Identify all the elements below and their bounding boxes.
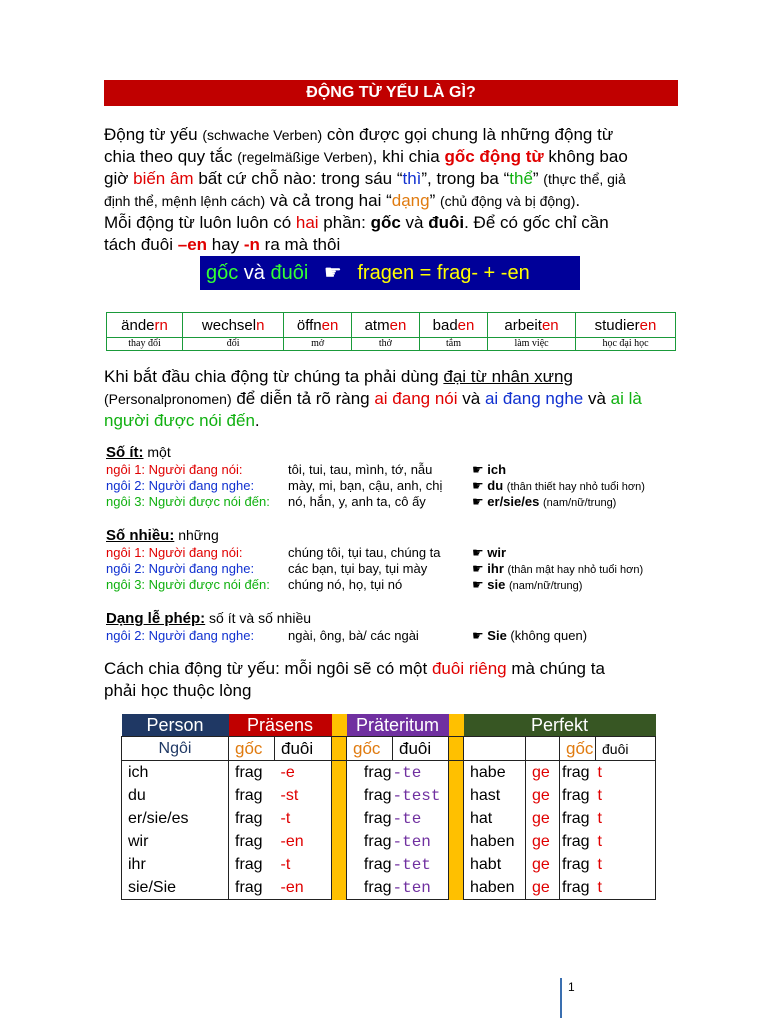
vietnamese-pronouns: mày, mi, bạn, cậu, anh, chị: [288, 478, 443, 493]
text: phần:: [318, 213, 371, 232]
text: Mỗi động từ luôn luôn có: [104, 213, 296, 232]
conjugation-row: [122, 876, 656, 900]
verb-stem: bad: [432, 316, 458, 334]
empty-cell: [464, 737, 526, 761]
separator: [332, 807, 347, 830]
stem: frag: [347, 807, 393, 830]
singular-section: [106, 444, 645, 510]
vietnamese-pronouns: ngài, ông, bà/ các ngài: [288, 628, 419, 643]
german-pronoun: wir: [487, 545, 507, 560]
stem: frag: [347, 830, 393, 853]
stem: frag: [347, 784, 393, 807]
pronoun-intro: [104, 366, 684, 432]
vietnamese-pronouns: các bạn, tụi bay, tụi mày: [288, 561, 428, 576]
vietnamese-pronouns: tôi, tui, tau, mình, tớ, nẫu: [288, 462, 433, 477]
text: ”: [429, 191, 440, 210]
verb-cell: [488, 313, 576, 338]
conjugation-row: [122, 784, 656, 807]
present-ending: -t: [275, 853, 332, 876]
separator: [332, 784, 347, 807]
verb-meaning: thở: [351, 338, 419, 351]
text: tách đuôi: [104, 235, 178, 254]
conjugation-row: [122, 853, 656, 876]
verb-examples-table: [106, 312, 676, 351]
pronoun-row: [106, 494, 617, 510]
verb-stem: ände: [121, 316, 155, 334]
text: Cách chia động từ yếu: mỗi ngôi sẽ có một: [104, 659, 432, 678]
verb-cell: [351, 313, 419, 338]
participle-prefix: ge: [526, 876, 560, 900]
separator: [449, 784, 464, 807]
text: đuôi riêng: [431, 659, 507, 678]
text: Số ít:: [106, 444, 144, 461]
german-pronoun: Sie: [487, 628, 507, 643]
participle-stem: frag: [560, 761, 596, 785]
person: sie/Sie: [122, 876, 229, 900]
text: , khi chia: [372, 147, 445, 166]
pronoun-row: [106, 545, 507, 561]
participle-prefix: ge: [526, 761, 560, 785]
text: ai là: [610, 389, 642, 408]
header-person: Person: [122, 714, 229, 737]
pronoun-note: (thân thiết hay nhỏ tuổi hơn): [506, 481, 645, 493]
text: (regelmäßige Verben): [237, 149, 373, 165]
separator: [332, 876, 347, 900]
text: giờ: [104, 169, 134, 188]
text: một: [143, 444, 171, 460]
participle-prefix: ge: [526, 853, 560, 876]
person: du: [122, 784, 229, 807]
text: người được nói đến: [104, 411, 255, 430]
participle-ending: t: [596, 784, 656, 807]
text: còn được gọi chung là những động từ: [322, 125, 614, 144]
verb-ending: en: [541, 316, 559, 334]
text: định thể, mệnh lệnh cách): [104, 193, 266, 209]
stem: frag: [229, 784, 275, 807]
present-ending: -e: [275, 761, 332, 785]
preterite-ending: -ten: [393, 876, 449, 900]
vietnamese-pronouns: nó, hắn, y, anh ta, cô ấy: [288, 494, 426, 509]
separator: [332, 830, 347, 853]
present-ending: -en: [275, 830, 332, 853]
verb-stem: wechsel: [201, 316, 257, 334]
participle-stem: frag: [560, 784, 596, 807]
person: er/sie/es: [122, 807, 229, 830]
text: để diễn tả rõ ràng: [231, 389, 375, 408]
conjugation-table: [121, 714, 656, 900]
header-perfekt: Perfekt: [464, 714, 656, 737]
stem: frag: [229, 876, 275, 900]
preterite-ending: -te: [393, 761, 449, 785]
participle-ending: t: [596, 853, 656, 876]
participle-ending: t: [596, 830, 656, 853]
text: -n: [243, 235, 260, 254]
text: biến âm: [133, 169, 194, 188]
text: hai: [295, 213, 319, 232]
present-ending: -en: [275, 876, 332, 900]
pointing-hand-icon: ☛: [472, 561, 488, 576]
separator: [332, 853, 347, 876]
verb-ending: n: [256, 316, 265, 334]
person-label: ngôi 2: Người đang nghe:: [106, 628, 255, 643]
text: thể: [509, 169, 533, 188]
text: và: [457, 389, 485, 408]
text: gốc: [370, 213, 401, 232]
text: ”, trong ba “: [421, 169, 510, 188]
present-ending: -st: [275, 784, 332, 807]
separator: [449, 876, 464, 900]
separator: [449, 807, 464, 830]
pointing-hand-icon: ☛: [472, 545, 488, 560]
auxiliary: hast: [464, 784, 526, 807]
person-label: ngôi 3: Người được nói đến:: [106, 494, 270, 509]
person-label: ngôi 2: Người đang nghe:: [106, 478, 255, 493]
pronoun-row: [106, 561, 644, 577]
participle-prefix: ge: [526, 830, 560, 853]
vietnamese-pronouns: chúng tôi, tụi tau, chúng ta: [288, 545, 441, 560]
auxiliary: hat: [464, 807, 526, 830]
person-label: ngôi 1: Người đang nói:: [106, 462, 243, 477]
german-pronoun: du: [487, 478, 504, 493]
text: những: [174, 527, 219, 543]
text: ai đang nói: [374, 389, 458, 408]
sub-ngoi: Ngôi: [122, 737, 229, 761]
text: dạng: [391, 191, 430, 210]
conjugation-intro: [104, 658, 684, 702]
text: không bao: [543, 147, 628, 166]
person: ihr: [122, 853, 229, 876]
text: đại từ nhân xưng: [443, 367, 573, 386]
person: ich: [122, 761, 229, 785]
pointing-hand-icon: ☛: [323, 262, 342, 284]
empty-cell: [526, 737, 560, 761]
text: .: [254, 411, 260, 430]
pronoun-row: [106, 462, 507, 478]
text: ra mà thôi: [259, 235, 341, 254]
participle-ending: t: [596, 807, 656, 830]
pronoun-note: (nam/nữ/trung): [508, 580, 583, 592]
text: Động từ yếu: [104, 125, 203, 144]
participle-stem: frag: [560, 807, 596, 830]
participle-stem: frag: [560, 853, 596, 876]
text: và: [238, 262, 271, 284]
text: thì: [402, 169, 422, 188]
text: (schwache Verben): [202, 127, 323, 143]
pronoun-row: [106, 628, 588, 644]
pointing-hand-icon: ☛: [472, 494, 488, 509]
sub-duoi: đuôi: [596, 737, 656, 761]
text: Dạng lễ phép:: [106, 610, 206, 627]
verb-ending: en: [321, 316, 339, 334]
verb-cell: [419, 313, 487, 338]
verb-stem: öffn: [296, 316, 322, 334]
conjugation-row: [122, 761, 656, 785]
sub-duoi: đuôi: [393, 737, 449, 761]
text: . Để có gốc chỉ cần: [464, 213, 609, 232]
participle-ending: t: [596, 761, 656, 785]
verb-cell: [284, 313, 352, 338]
stem: frag: [229, 853, 275, 876]
pronoun-note: (không quen): [510, 628, 588, 643]
separator: [332, 737, 347, 761]
vietnamese-pronouns: chúng nó, họ, tụi nó: [288, 577, 403, 592]
text: phải học thuộc lòng: [104, 681, 252, 700]
text: ”: [532, 169, 544, 188]
text: Số nhiều:: [106, 527, 175, 544]
participle-stem: frag: [560, 830, 596, 853]
footer-divider: [560, 978, 562, 1018]
verb-cell: [576, 313, 676, 338]
sub-goc: gốc: [560, 737, 596, 761]
pointing-hand-icon: ☛: [472, 628, 488, 643]
verb-ending: rn: [154, 316, 168, 334]
text: (Personalpronomen): [104, 391, 232, 407]
text: gốc động từ: [444, 147, 544, 166]
stem: frag: [229, 761, 275, 785]
verb-meaning: đổi: [183, 338, 284, 351]
text: .: [575, 191, 581, 210]
verb-meaning: làm việc: [488, 338, 576, 351]
formula-banner: [200, 256, 580, 290]
verb-stem: studier: [594, 316, 640, 334]
page-title: ĐỘNG TỪ YẾU LÀ GÌ?: [104, 80, 678, 106]
text: đuôi: [270, 262, 309, 284]
text: chia theo quy tắc: [104, 147, 238, 166]
verb-cell: [183, 313, 284, 338]
conjugation-row: [122, 807, 656, 830]
verb-stem: arbeit: [504, 316, 542, 334]
pointing-hand-icon: ☛: [472, 577, 488, 592]
stem: frag: [347, 761, 393, 785]
german-pronoun: ich: [487, 462, 507, 477]
page-number: 1: [568, 980, 575, 994]
pointing-hand-icon: ☛: [472, 478, 488, 493]
german-pronoun: ihr: [487, 561, 504, 576]
sub-goc: gốc: [229, 737, 275, 761]
german-pronoun: er/sie/es: [487, 494, 540, 509]
text: và: [583, 389, 611, 408]
text: (chủ động và bị động): [439, 193, 576, 209]
german-pronoun: sie: [487, 577, 506, 592]
pronoun-note: (nam/nữ/trung): [542, 497, 617, 509]
sub-duoi: đuôi: [275, 737, 332, 761]
header-praesens: Präsens: [229, 714, 332, 737]
stem: frag: [229, 807, 275, 830]
auxiliary: haben: [464, 876, 526, 900]
text: (thực thể, giả: [543, 171, 626, 187]
text: và: [400, 213, 429, 232]
text: ai đang nghe: [484, 389, 584, 408]
auxiliary: habe: [464, 761, 526, 785]
text: và cả trong hai “: [265, 191, 392, 210]
text: đuôi: [428, 213, 465, 232]
text: –en: [177, 235, 208, 254]
header-praeteritum: Präteritum: [347, 714, 449, 737]
verb-ending: en: [457, 316, 475, 334]
preterite-ending: -tet: [393, 853, 449, 876]
auxiliary: habt: [464, 853, 526, 876]
preterite-ending: -te: [393, 807, 449, 830]
present-ending: -t: [275, 807, 332, 830]
verb-meaning: mở: [284, 338, 352, 351]
separator: [449, 737, 464, 761]
participle-ending: t: [596, 876, 656, 900]
pronoun-row: [106, 478, 645, 494]
participle-prefix: ge: [526, 784, 560, 807]
conjugation-row: [122, 830, 656, 853]
verb-meaning: thay đổi: [107, 338, 183, 351]
plural-section: [106, 527, 644, 593]
separator: [332, 761, 347, 785]
text: Khi bắt đầu chia động từ chúng ta phải dùng: [104, 367, 444, 386]
text: bất cứ chỗ nào: trong sáu “: [193, 169, 403, 188]
stem: frag: [347, 853, 393, 876]
person-label: ngôi 2: Người đang nghe:: [106, 561, 255, 576]
pointing-hand-icon: ☛: [472, 462, 488, 477]
stem: frag: [229, 830, 275, 853]
person-label: ngôi 1: Người đang nói:: [106, 545, 243, 560]
participle-prefix: ge: [526, 807, 560, 830]
auxiliary: haben: [464, 830, 526, 853]
verb-ending: en: [389, 316, 407, 334]
person: wir: [122, 830, 229, 853]
text: mà chúng ta: [506, 659, 605, 678]
text: hay: [207, 235, 244, 254]
sub-goc: gốc: [347, 737, 393, 761]
participle-stem: frag: [560, 876, 596, 900]
text: fragen = frag- + -en: [357, 262, 530, 284]
intro-paragraph: [104, 124, 684, 256]
text: số ít và số nhiều: [205, 610, 312, 626]
verb-stem: atm: [364, 316, 390, 334]
separator: [449, 853, 464, 876]
stem: frag: [347, 876, 393, 900]
preterite-ending: -test: [393, 784, 449, 807]
separator: [449, 830, 464, 853]
verb-cell: [107, 313, 183, 338]
polite-section: [106, 610, 588, 644]
verb-ending: en: [639, 316, 657, 334]
separator: [449, 761, 464, 785]
verb-meaning: học đại học: [576, 338, 676, 351]
preterite-ending: -ten: [393, 830, 449, 853]
person-label: ngôi 3: Người được nói đến:: [106, 577, 270, 592]
text: gốc: [206, 262, 239, 284]
separator: [332, 714, 347, 737]
separator: [449, 714, 464, 737]
verb-meaning: tắm: [419, 338, 487, 351]
pronoun-note: (thân mật hay nhỏ tuổi hơn): [507, 564, 644, 576]
pronoun-row: [106, 577, 583, 593]
